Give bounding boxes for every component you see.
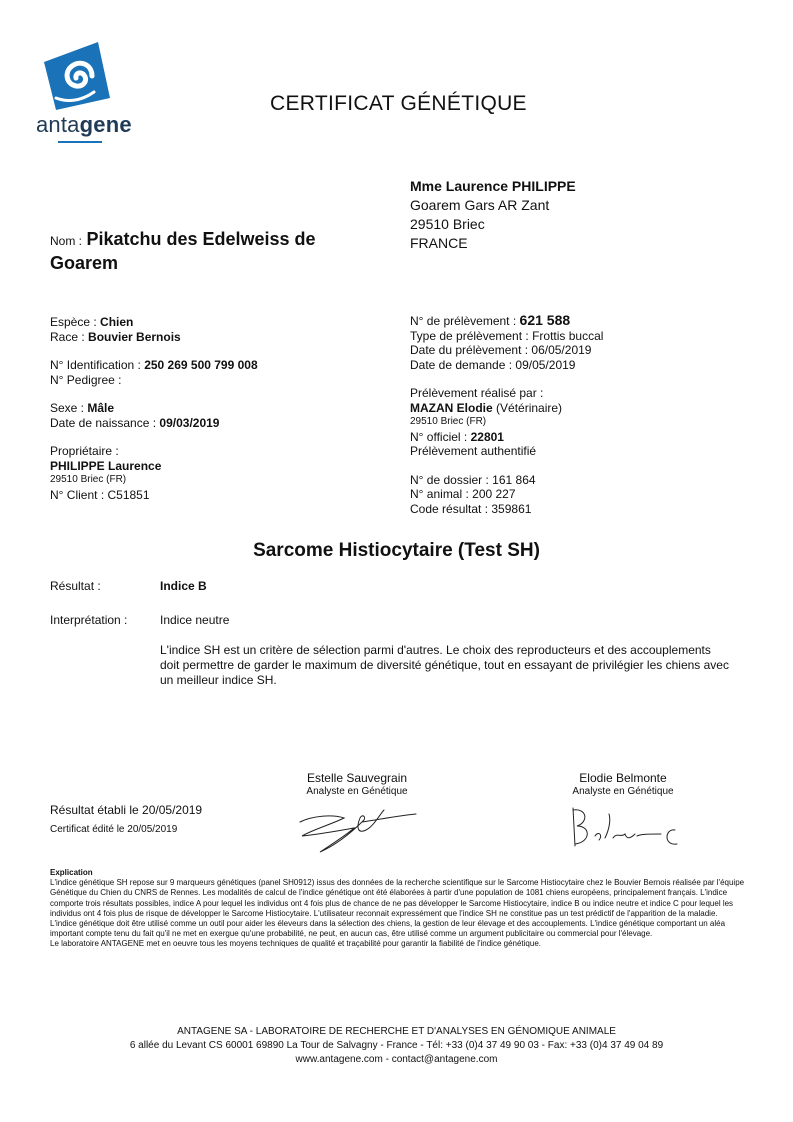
explanation	[50, 868, 750, 950]
interpretation-value: Indice neutre	[160, 613, 230, 627]
result-value: Indice B	[160, 579, 207, 593]
certificate-edited-date: Certificat édité le 20/05/2019	[50, 824, 178, 835]
animal-info: Espèce : Chien Race : Bouvier Bernois N° Identification : 250 269 500 799 008 N° Pedigree : Sexe : Mâle Date de naissance : 09/03/2019 Propriétaire : PHILIPPE Laurence 29510 Briec (FR) N° Client : C51851	[50, 315, 380, 502]
owner-name: PHILIPPE Laurence	[50, 458, 162, 473]
recipient-line1: Goarem Gars AR Zant	[410, 197, 550, 213]
sample-date: Date du prélèvement : 06/05/2019	[410, 343, 592, 357]
vet-name: MAZAN Elodie	[410, 400, 493, 415]
logo-underline	[58, 141, 102, 143]
animal-name-label: Nom :	[50, 234, 83, 248]
vet-city: 29510 Briec (FR)	[410, 416, 487, 427]
owner-client: N° Client : C51851	[50, 487, 150, 502]
sample-number: 621 588	[519, 312, 571, 328]
owner-label: Propriétaire :	[50, 444, 119, 458]
footer-line1: ANTAGENE SA - LABORATOIRE DE RECHERCHE ET D'ANALYSES EN GÉNOMIQUE ANIMALE	[177, 1026, 616, 1037]
result-label: Résultat :	[50, 579, 101, 593]
breed-value: Bouvier Bernois	[88, 329, 181, 344]
footer-line3: www.antagene.com - contact@antagene.com	[295, 1054, 498, 1065]
sample-authenticated: Prélèvement authentifié	[410, 444, 537, 458]
result-code: Code résultat : 359861	[410, 501, 532, 516]
dossier-number: N° de dossier : 161 864	[410, 472, 536, 487]
animal-name: Pikatchu des Edelweiss de Goarem	[50, 229, 316, 273]
logo-wordmark: antagene	[36, 112, 132, 137]
signature2-handwriting-icon	[565, 800, 685, 860]
sample-type: Type de prélèvement : Frottis buccal	[410, 328, 604, 343]
sample-info: N° de prélèvement : 621 588 Type de prélèvement : Frottis buccal Date du prélèvement : 06/05/2019 Date de demande : 09/05/2019 Prélèvement réalisé par : MAZAN Elodie (Vétérinaire) 29510 Briec (FR) N° officiel : 22801 Prélèvement authentifié N° de dossier : 161 864 N° animal : 200 227 Code résultat : 359861	[410, 313, 740, 516]
birth-value: 09/03/2019	[159, 415, 220, 430]
explanation-heading: Explication	[50, 868, 93, 877]
recipient-line2: 29510 Briec	[410, 216, 485, 232]
explanation-paragraph-1: L'indice génétique SH repose sur 9 marqueurs génétiques (panel SH0912) issus des données de la recherche scientifique sur le Sarcome Histiocytaire chez le Bouvier Bernois réalisée par l'équipe Génétique du Chien du CNRS de Rennes. Les modalités de calcul de l'indice génétique ont été élaborées à partir d'une population de 1081 chiens européens, principalement français. L'indice comporte trois résultats possibles, indice A pour lequel les individus ont 4 fois plus de chance de ne pas développer le Sarcome Histiocytaire, indice B ou indice neutre et indice C pour lequel les individus ont 4 fois plus de risque de développer le Sarcome Histiocytaire. L'utilisateur reconnait expressément que l'indice SH ne constitue pas un test prédictif de l'apparition de la maladie.	[50, 878, 745, 918]
explanation-paragraph-3: Le laboratoire ANTAGENE met en oeuvre tous les moyens techniques de qualité et traçabilité pour garantir la fiabilité de l'indice génétique.	[50, 939, 541, 949]
species-value: Chien	[100, 315, 134, 329]
test-title: Sarcome Histiocytaire (Test SH)	[253, 540, 540, 561]
page-title: CERTIFICAT GÉNÉTIQUE	[270, 92, 527, 115]
signature1-handwriting-icon	[292, 800, 422, 860]
recipient-name: Mme Laurence PHILIPPE	[410, 178, 576, 194]
signature1-role: Analyste en Génétique	[306, 786, 408, 797]
signature1-name: Estelle Sauvegrain	[306, 771, 408, 785]
sex-value: Mâle	[87, 401, 115, 415]
explanation-paragraph-2: L'indice génétique doit être utilisé comme un outil pour aider les éleveurs dans la sélection des chiens, la gestion de leur élevage et des accouplements. L'indice génétique comportant un aléa important compte tenu du fait qu'il ne met en exergue qu'une probabilité, ne peut, en aucun cas, être utilisé comme un argument publicitaire ou commercial pour l'élevage.	[50, 919, 726, 939]
recipient-line3: FRANCE	[410, 235, 468, 251]
pedigree-label: N° Pedigree :	[50, 372, 122, 387]
antagene-logo	[36, 40, 132, 145]
signature2-role: Analyste en Génétique	[572, 786, 674, 797]
interpretation-note: L'indice SH est un critère de sélection parmi d'autres. Le choix des reproducteurs et des accouplements doit permettre de garder le maximum de diversité génétique, tout en essayant de privilégier les chiens avec un meilleur indice SH.	[160, 643, 729, 687]
interpretation-label: Interprétation :	[50, 613, 128, 627]
footer-line2: 6 allée du Levant CS 60001 69890 La Tour de Salvagny - France - Tél: +33 (0)4 37 49 90 03 - Fax: +33 (0)4 37 49 04 89	[129, 1040, 664, 1051]
request-date: Date de demande : 09/05/2019	[410, 357, 576, 372]
official-number: 22801	[470, 429, 504, 444]
animal-number: N° animal : 200 227	[410, 487, 516, 501]
sampled-by-label: Prélèvement réalisé par :	[410, 386, 544, 400]
signature2-name: Elodie Belmonte	[579, 771, 667, 785]
logo-swirl-icon	[36, 40, 122, 112]
result-established-date: Résultat établi le 20/05/2019	[50, 803, 203, 817]
animal-name-block	[50, 228, 350, 276]
footer	[0, 1025, 793, 1067]
recipient-address	[410, 177, 576, 253]
owner-city: 29510 Briec (FR)	[50, 474, 127, 485]
identification-value: 250 269 500 799 008	[144, 358, 258, 372]
